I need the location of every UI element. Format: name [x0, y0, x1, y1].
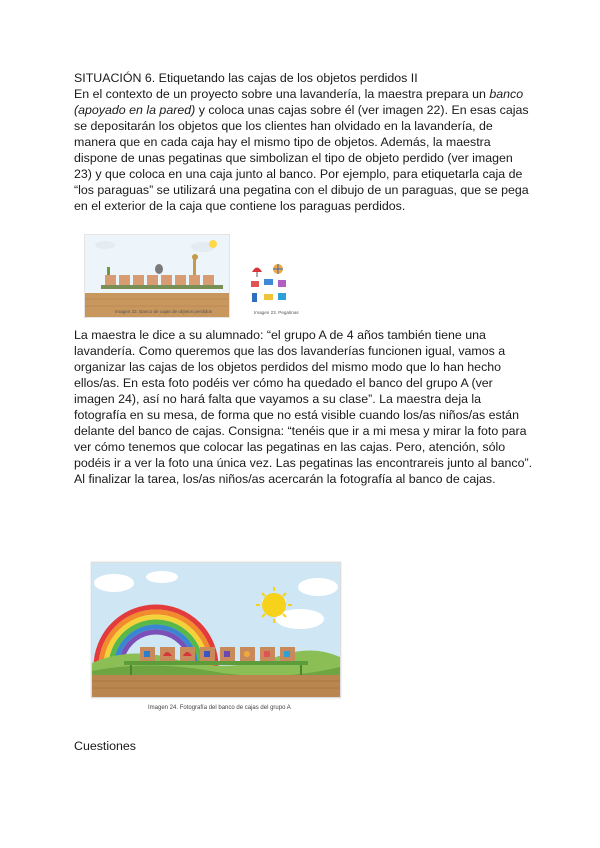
- image-23-caption: Imagen 23. Pegatinas: [254, 310, 299, 315]
- cap-icon: [264, 279, 273, 285]
- hat-icon: [251, 281, 259, 287]
- paragraph-instructions: La maestra le dice a su alumnado: “el grupo A de 4 años también tiene una lavandería. Como queremos que las dos lavanderías funcionen igual, vamos a organizar las cajas de los objetos perdidos del mismo modo que lo han hecho ellos/as. En esta foto podéis ver cómo ha quedado el banco del grupo A (ver imagen 24), así no hará falta que vayamos a su clase”. La maestra deja la fotografía en su mesa, de forma que no está visible cuando los/as niños/as están delante del banco de cajas. Consigna: “tenéis que ir a mi mesa y mirar la foto para ver cómo tenemos que colocar las pegatinas en las cajas. Pero, atención, sólo podéis ir a ver la foto una única vez. Las pegatinas las encontrareis junto al banco”. Al finalizar la tarea, los/as niños/as acercarán la fotografía al banco de cajas.: [74, 328, 533, 486]
- paragraph-context-start: En el contexto de un proyecto sobre una lavandería, la maestra prepara un: [74, 87, 490, 101]
- questions-heading: Cuestiones: [74, 739, 136, 753]
- glove-icon: [264, 294, 273, 300]
- stickers-illustration: [248, 260, 292, 310]
- bench-boxes-illustration: [85, 235, 229, 317]
- rainbow-bench-photo: [92, 563, 340, 697]
- figure-image-22: [84, 234, 230, 318]
- image-24-caption: Imagen 24. Fotografía del banco de cajas del grupo A: [148, 705, 291, 711]
- image-22-caption: Imagen 22. Banco de cajas de objetos perdidos: [115, 309, 213, 314]
- paragraph-context-end: y coloca unas cajas sobre él (ver imagen 22). En esas cajas se depositarán los objetos que los clientes han olvidado en la lavandería, de manera que en cada caja hay el mismo tipo de objetos. Además, la maestra dispone de unas pegatinas que simbolizan el tipo de objeto perdido (ver imagen 23) y que coloca en una caja junto al banco. Por ejemplo, para etiquetarla caja de “los paraguas” se utilizará una pegatina con el dibujo de un paraguas, que se pega en el exterior de la caja que contiene los paraguas perdidos.: [74, 103, 529, 213]
- umbrella-icon: [252, 268, 262, 273]
- section-title: SITUACIÓN 6. Etiquetando las cajas de los objetos perdidos II: [74, 71, 418, 85]
- paragraph-context-italic: banco (apoyado en la pared): [74, 87, 524, 117]
- figure-image-24: [91, 562, 341, 698]
- shirt-icon: [278, 293, 286, 300]
- bag-icon: [278, 280, 286, 287]
- pants-icon: [252, 293, 257, 302]
- figure-image-23: [248, 260, 299, 316]
- paragraph-context: [74, 86, 534, 214]
